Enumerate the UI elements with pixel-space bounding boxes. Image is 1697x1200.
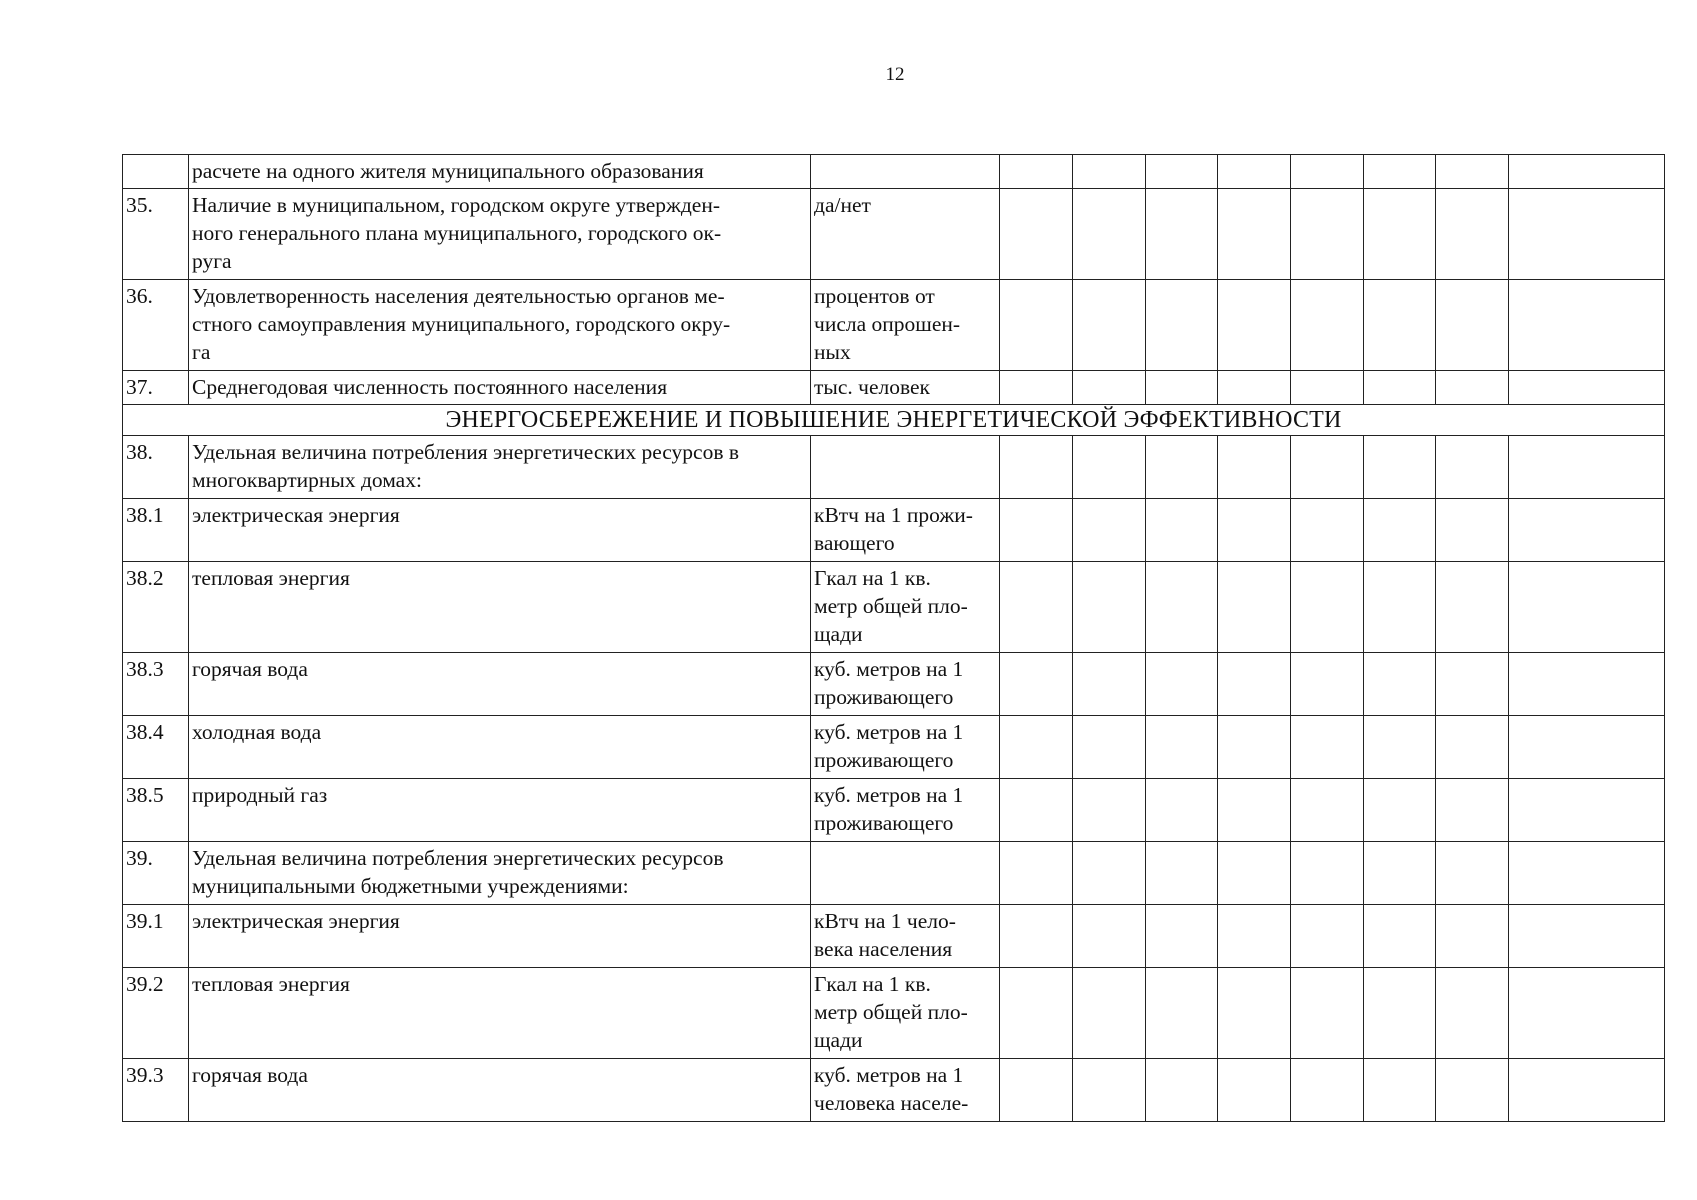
page-number: 12 [885,64,905,85]
table-row [123,779,1665,842]
indicator-name: Удельная величина потребления энергетических ресурсов муниципальными бюджетными учреждениями: [189,842,811,905]
table-row [123,280,1665,371]
indicator-name: холодная вода [189,716,811,779]
table-row [123,653,1665,716]
row-number: 38.4 [123,716,189,779]
indicators-table [122,154,1665,1122]
row-number: 39.1 [123,905,189,968]
row-number [123,155,189,189]
indicator-name: Удовлетворенность населения деятельностью органов ме- стного самоуправления муниципального, городского окру- га [189,280,811,371]
table-row [123,1059,1665,1122]
indicator-name: горячая вода [189,1059,811,1122]
unit-of-measure: тыс. человек [811,371,1000,405]
table-row [123,371,1665,405]
row-number: 38.5 [123,779,189,842]
row-number: 39.2 [123,968,189,1059]
unit-of-measure [811,155,1000,189]
row-number: 38.1 [123,499,189,562]
indicator-name: природный газ [189,779,811,842]
unit-of-measure: Гкал на 1 кв. метр общей пло- щади [811,968,1000,1059]
table-row [123,716,1665,779]
unit-of-measure: да/нет [811,189,1000,280]
row-number: 35. [123,189,189,280]
row-number: 38. [123,436,189,499]
unit-of-measure: процентов от числа опрошен- ных [811,280,1000,371]
table-row [123,968,1665,1059]
unit-of-measure: куб. метров на 1 проживающего [811,653,1000,716]
unit-of-measure: куб. метров на 1 человека населе- [811,1059,1000,1122]
table-row [123,189,1665,280]
row-number: 38.2 [123,562,189,653]
unit-of-measure [811,842,1000,905]
section-header-row [123,405,1665,436]
unit-of-measure: куб. метров на 1 проживающего [811,716,1000,779]
indicator-name: Наличие в муниципальном, городском округе утвержден- ного генерального плана муниципального, городского ок- руга [189,189,811,280]
row-number: 38.3 [123,653,189,716]
table-row [123,436,1665,499]
indicator-name: расчете на одного жителя муниципального образования [189,155,811,189]
table-row [123,842,1665,905]
unit-of-measure: кВтч на 1 чело- века населения [811,905,1000,968]
table-row [123,155,1665,189]
table-row [123,905,1665,968]
table-row [123,562,1665,653]
row-number: 37. [123,371,189,405]
indicator-name: Среднегодовая численность постоянного населения [189,371,811,405]
section-title: ЭНЕРГОСБЕРЕЖЕНИЕ И ПОВЫШЕНИЕ ЭНЕРГЕТИЧЕСКОЙ ЭФФЕКТИВНОСТИ [123,405,1665,436]
indicator-name: электрическая энергия [189,499,811,562]
unit-of-measure: куб. метров на 1 проживающего [811,779,1000,842]
row-number: 39. [123,842,189,905]
row-number: 36. [123,280,189,371]
indicator-name: тепловая энергия [189,968,811,1059]
indicator-name: Удельная величина потребления энергетических ресурсов в многоквартирных домах: [189,436,811,499]
indicator-name: тепловая энергия [189,562,811,653]
unit-of-measure: кВтч на 1 прожи- вающего [811,499,1000,562]
unit-of-measure [811,436,1000,499]
unit-of-measure: Гкал на 1 кв. метр общей пло- щади [811,562,1000,653]
indicator-name: электрическая энергия [189,905,811,968]
row-number: 39.3 [123,1059,189,1122]
table-row [123,499,1665,562]
indicator-name: горячая вода [189,653,811,716]
